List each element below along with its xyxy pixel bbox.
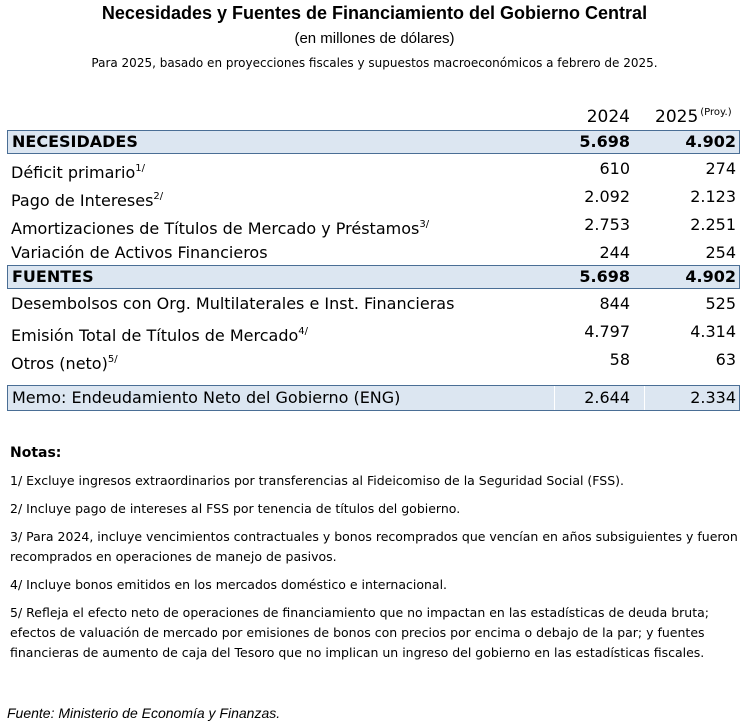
row-label: FUENTES bbox=[12, 267, 94, 286]
row-value-2024: 244 bbox=[599, 243, 630, 262]
footnote-ref: 1/ bbox=[135, 163, 145, 174]
footnote-ref: 4/ bbox=[298, 326, 309, 337]
memo-label: Memo: Endeudamiento Neto del Gobierno (ENG) bbox=[12, 388, 401, 407]
row-value-2024: 4.797 bbox=[584, 322, 630, 341]
table-row-fuentes bbox=[7, 265, 740, 289]
note-item: 4/ Incluye bonos emitidos en los mercados doméstico e internacional. bbox=[10, 577, 448, 592]
column-header-2025 bbox=[655, 107, 732, 127]
table-row-memo-eng bbox=[7, 385, 740, 411]
table-row-necesidades bbox=[7, 130, 740, 154]
financing-table bbox=[7, 130, 740, 374]
row-value-2025: 4.902 bbox=[685, 132, 736, 151]
table-units: (en millones de dólares) bbox=[294, 30, 455, 47]
table-row-amortizaciones bbox=[7, 211, 740, 239]
memo-value-2024: 2.644 bbox=[584, 388, 630, 407]
row-value-2024: 5.698 bbox=[579, 132, 630, 151]
column-header-2025-year: 2025 bbox=[655, 107, 699, 127]
table-row-otros-neto bbox=[7, 346, 740, 374]
row-value-2025: 525 bbox=[705, 294, 736, 313]
column-divider bbox=[644, 386, 645, 410]
row-label: Otros (neto)$^{5/}$ bbox=[11, 354, 118, 373]
row-value-2025: 4.902 bbox=[685, 267, 736, 286]
table-row-emision-titulos bbox=[7, 318, 740, 346]
note-item: 1/ Excluye ingresos extraordinarios por transferencias al Fideicomiso de la Seguridad Social (FSS). bbox=[10, 473, 624, 488]
footnote-ref: 5/ bbox=[107, 354, 118, 365]
row-value-2025: 2.251 bbox=[690, 215, 736, 234]
row-value-2025: 63 bbox=[715, 350, 736, 369]
table-row-desembolsos bbox=[7, 290, 740, 318]
column-header-2024: 2024 bbox=[586, 107, 630, 127]
row-label: Desembolsos con Org. Multilaterales e Inst. Financieras bbox=[11, 294, 455, 313]
table-row-variacion-activos bbox=[7, 239, 740, 265]
row-label: NECESIDADES bbox=[12, 132, 138, 151]
table-title: Necesidades y Fuentes de Financiamiento del Gobierno Central bbox=[101, 3, 648, 23]
note-item: 2/ Incluye pago de intereses al FSS por tenencia de títulos del gobierno. bbox=[10, 501, 461, 516]
note-item: 5/ Refleja el efecto neto de operaciones de financiamiento que no impactan en las estadísticas de deuda bruta; efectos de valuación de mercado por emisiones de bonos con precios por encima o debajo de la par; y fuentes financieras de aumento de caja del Tesoro que no implican un ingreso del gobierno en las estadísticas fiscales. bbox=[10, 605, 709, 660]
row-value-2024: 2.753 bbox=[584, 215, 630, 234]
row-value-2024: 58 bbox=[609, 350, 630, 369]
row-value-2024: 2.092 bbox=[584, 187, 630, 206]
table-row-deficit-primario bbox=[7, 155, 740, 183]
footnote-ref: 2/ bbox=[153, 191, 164, 202]
row-label: Pago de Intereses$^{2/}$ bbox=[11, 191, 164, 210]
row-label: Amortizaciones de Títulos de Mercado y Préstamos$^{3/}$ bbox=[11, 219, 430, 238]
source-note: Fuente: Ministerio de Economía y Finanzas. bbox=[7, 705, 281, 721]
row-label: Variación de Activos Financieros bbox=[11, 243, 268, 262]
row-value-2024: 844 bbox=[599, 294, 630, 313]
row-value-2025: 2.123 bbox=[690, 187, 736, 206]
column-divider bbox=[554, 386, 555, 410]
table-row-pago-intereses bbox=[7, 183, 740, 211]
row-label: Déficit primario$^{1/}$ bbox=[11, 163, 145, 182]
row-value-2024: 610 bbox=[599, 159, 630, 178]
row-label: Emisión Total de Títulos de Mercado$^{4/}$ bbox=[11, 326, 309, 345]
row-value-2025: 4.314 bbox=[690, 322, 736, 341]
note-item: 3/ Para 2024, incluye vencimientos contractuales y bonos recomprados que vencían en años subsiguientes y fueron recomprados en operaciones de manejo de pasivos. bbox=[10, 529, 738, 564]
row-value-2025: 254 bbox=[705, 243, 736, 262]
table-basis-note: Para 2025, basado en proyecciones fiscales y supuestos macroeconómicos a febrero de 2025. bbox=[91, 56, 658, 70]
memo-value-2025: 2.334 bbox=[690, 388, 736, 407]
row-value-2025: 274 bbox=[705, 159, 736, 178]
notes-heading: Notas: bbox=[10, 445, 62, 461]
column-header-2025-proy: (Proy.) bbox=[700, 107, 732, 118]
footnote-ref: 3/ bbox=[419, 219, 430, 230]
row-value-2024: 5.698 bbox=[579, 267, 630, 286]
notes-section bbox=[10, 445, 740, 671]
